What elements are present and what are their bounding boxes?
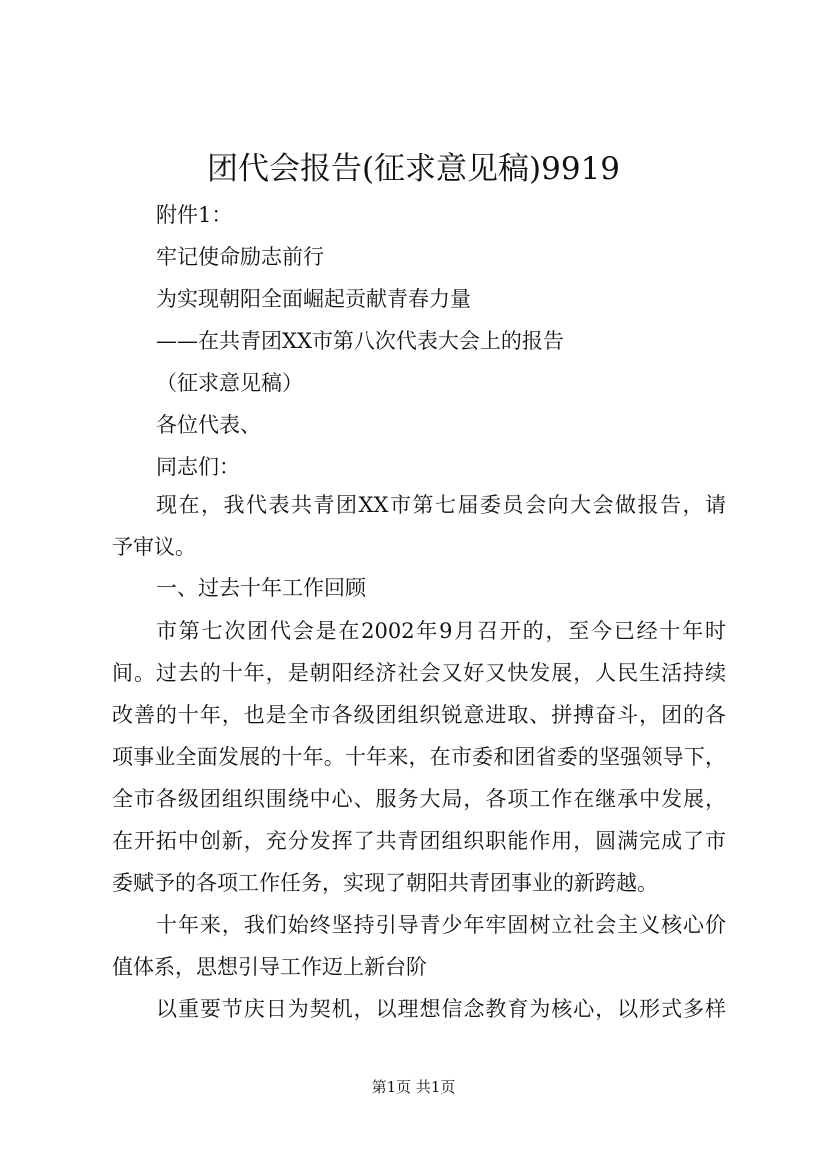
paragraph-2-line-6: 在开拓中创新，充分发挥了共青团组织职能作用，圆满完成了市 <box>112 829 726 853</box>
paragraph-3-line-1: 十年来，我们始终坚持引导青少年牢固树立社会主义核心价 <box>156 913 726 937</box>
paragraph-2-line-5: 全市各级团组织围绕中心、服务大局，各项工作在继承中发展， <box>112 787 726 811</box>
subtitle-line-1: 牢记使命励志前行 <box>156 245 324 269</box>
page-footer: 第1页 共1页 <box>371 1078 456 1096</box>
draft-note: （征求意见稿） <box>156 371 303 395</box>
paragraph-2-line-3: 改善的十年，也是全市各级团组织锐意进取、拼搏奋斗，团的各 <box>112 703 726 727</box>
paragraph-1-line-2: 予审议。 <box>112 535 196 559</box>
paragraph-2-line-4: 项事业全面发展的十年。十年来，在市委和团省委的坚强领导下， <box>112 745 726 769</box>
subtitle-line-2: 为实现朝阳全面崛起贡献青春力量 <box>156 287 471 311</box>
salutation-line-2: 同志们： <box>156 455 240 479</box>
subtitle-line-3: ——在共青团XX市第八次代表大会上的报告 <box>156 329 564 353</box>
section-heading: 一、过去十年工作回顾 <box>156 576 366 600</box>
attachment-label: 附件1： <box>156 203 233 227</box>
paragraph-2-line-7: 委赋予的各项工作任务，实现了朝阳共青团事业的新跨越。 <box>112 871 658 895</box>
document-title: 团代会报告(征求意见稿)9919 <box>206 151 621 187</box>
paragraph-2-line-2: 间。过去的十年，是朝阳经济社会又好又快发展，人民生活持续 <box>112 661 726 685</box>
paragraph-3-line-2: 值体系，思想引导工作迈上新台阶 <box>112 955 427 979</box>
paragraph-2-line-1: 市第七次团代会是在2002年9月召开的，至今已经十年时 <box>156 619 726 643</box>
salutation-line-1: 各位代表、 <box>156 413 261 437</box>
paragraph-4-line-1: 以重要节庆日为契机，以理想信念教育为核心，以形式多样 <box>156 997 726 1021</box>
paragraph-1-line-1: 现在，我代表共青团XX市第七届委员会向大会做报告，请 <box>156 493 726 517</box>
